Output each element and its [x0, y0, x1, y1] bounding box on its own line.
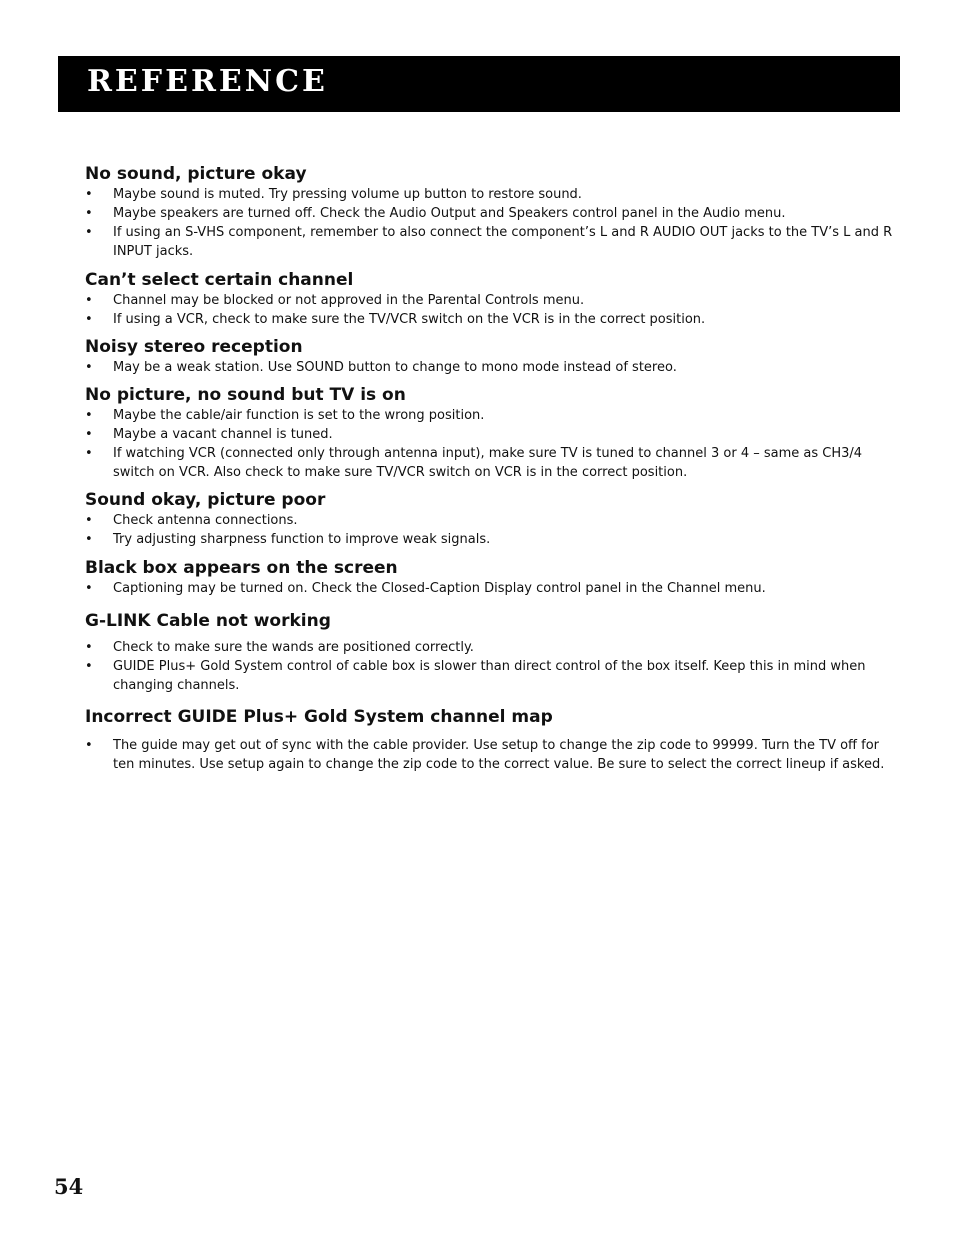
reference-banner [58, 56, 900, 112]
section-g-link-cable [85, 610, 893, 695]
section-heading: No sound, picture okay [85, 164, 307, 184]
bullet-icon: • [85, 206, 93, 221]
section-noisy-stereo [85, 336, 893, 377]
bullet-list [85, 358, 893, 377]
bullet-icon: • [85, 293, 93, 308]
list-item: • Try adjusting sharpness function to improve weak signals. [85, 532, 491, 547]
bullet-list [85, 185, 893, 261]
list-item: • May be a weak station. Use SOUND button to change to mono mode instead of stereo. [85, 360, 677, 375]
bullet-list [85, 579, 893, 598]
bullet-list [85, 406, 893, 482]
list-item: • Maybe the cable/air function is set to the wrong position. [85, 408, 485, 423]
bullet-icon: • [85, 312, 93, 327]
section-heading: Can’t select certain channel [85, 270, 354, 290]
page-title: REFERENCE [87, 64, 328, 99]
bullet-icon: • [85, 225, 93, 240]
bullet-list [85, 638, 893, 695]
list-item: • The guide may get out of sync with the cable provider. Use setup to change the zip code to 99999. Turn the TV off for ten minutes. Use setup again to change the zip code to the correct value. Be sure to select the correct lineup if asked. [85, 738, 885, 772]
list-item: • If watching VCR (connected only through antenna input), make sure TV is tuned to channel 3 or 4 – same as CH3/4 switch on VCR. Also check to make sure TV/VCR switch on VCR is in the correct position. [85, 446, 863, 480]
list-item: • Check to make sure the wands are positioned correctly. [85, 640, 474, 655]
list-item: • If using a VCR, check to make sure the TV/VCR switch on the VCR is in the correct position. [85, 312, 706, 327]
list-item: • Check antenna connections. [85, 513, 298, 528]
bullet-icon: • [85, 659, 93, 674]
bullet-list [85, 736, 893, 774]
section-heading: G-LINK Cable not working [85, 611, 331, 631]
list-item: • Maybe a vacant channel is tuned. [85, 427, 333, 442]
bullet-icon: • [85, 738, 93, 753]
list-item: • Captioning may be turned on. Check the Closed-Caption Display control panel in the Channel menu. [85, 581, 766, 596]
bullet-icon: • [85, 187, 93, 202]
list-item: • If using an S-VHS component, remember to also connect the component’s L and R AUDIO OUT jacks to the TV’s L and R INPUT jacks. [85, 225, 893, 259]
section-heading: Sound okay, picture poor [85, 490, 326, 510]
section-heading: Black box appears on the screen [85, 558, 398, 578]
section-heading: Incorrect GUIDE Plus+ Gold System channel map [85, 707, 553, 727]
section-channel-map [85, 706, 893, 774]
section-cant-select-channel [85, 269, 893, 329]
section-no-sound [85, 163, 893, 261]
page-number: 54 [54, 1174, 84, 1199]
bullet-icon: • [85, 408, 93, 423]
bullet-list [85, 511, 893, 549]
section-sound-okay-picture-poor [85, 489, 893, 549]
list-item: • Maybe sound is muted. Try pressing volume up button to restore sound. [85, 187, 582, 202]
section-heading: Noisy stereo reception [85, 337, 303, 357]
bullet-list [85, 291, 893, 329]
bullet-icon: • [85, 640, 93, 655]
bullet-icon: • [85, 427, 93, 442]
list-item: • Maybe speakers are turned off. Check the Audio Output and Speakers control panel in the Audio menu. [85, 206, 786, 221]
bullet-icon: • [85, 513, 93, 528]
list-item: • Channel may be blocked or not approved in the Parental Controls menu. [85, 293, 585, 308]
bullet-icon: • [85, 581, 93, 596]
bullet-icon: • [85, 532, 93, 547]
section-black-box [85, 557, 893, 598]
section-no-picture-no-sound [85, 384, 893, 482]
bullet-icon: • [85, 360, 93, 375]
section-heading: No picture, no sound but TV is on [85, 385, 406, 405]
bullet-icon: • [85, 446, 93, 461]
list-item: • GUIDE Plus+ Gold System control of cable box is slower than direct control of the box itself. Keep this in mind when changing channels. [85, 659, 866, 693]
